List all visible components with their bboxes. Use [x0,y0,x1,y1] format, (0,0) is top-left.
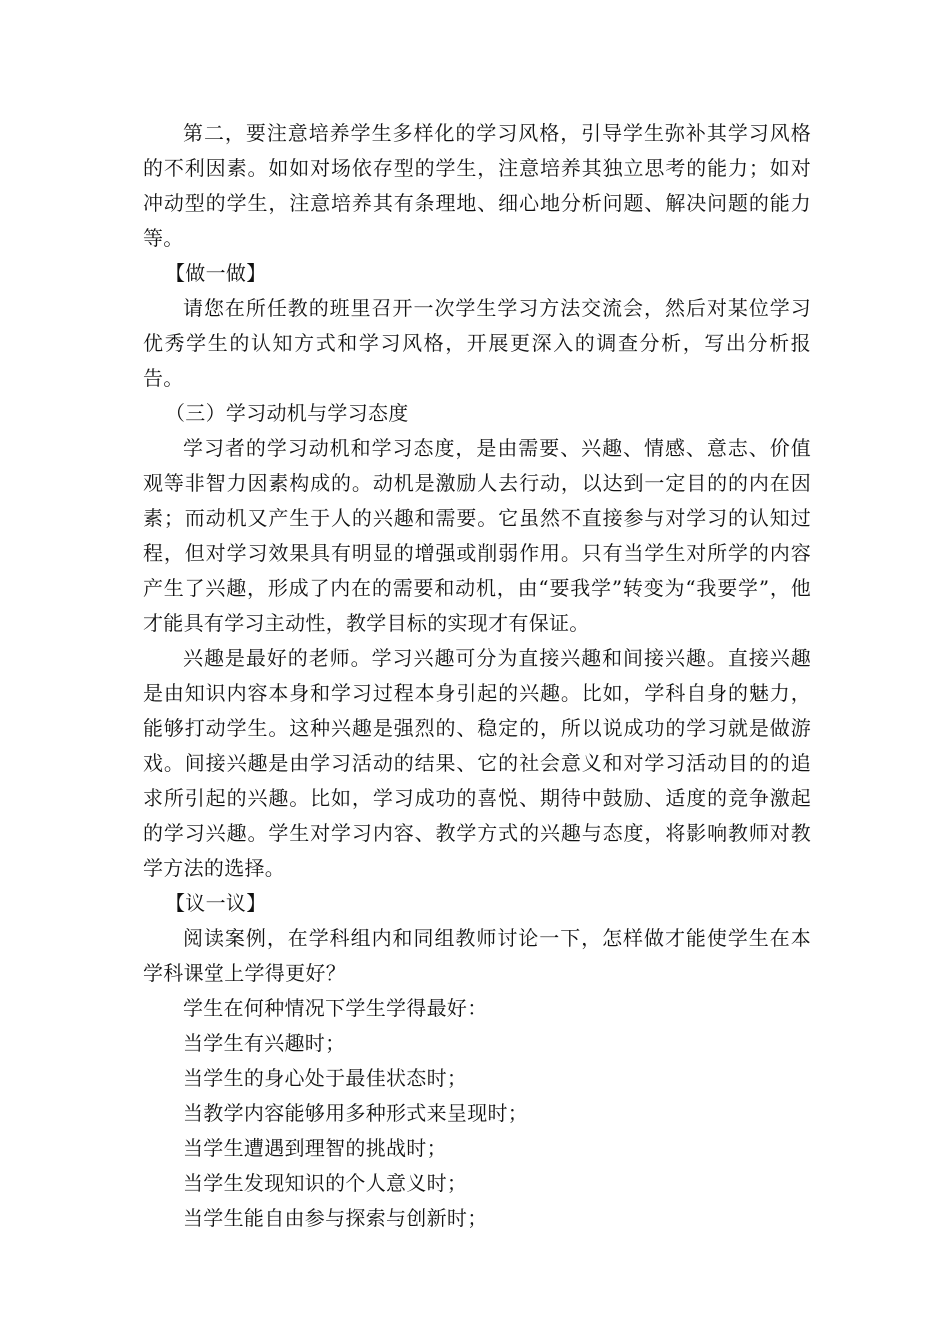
heading-do-it: 【做一做】 [165,261,267,285]
paragraph-task: 请您在所任教的班里召开一次学生学习方法交流会，然后对某位学习优秀学生的认知方式和学习风格，开展更深入的调查分析，写出分析报告。 [143,296,811,390]
paragraph-interest: 兴趣是最好的老师。学习兴趣可分为直接兴趣和间接兴趣。直接兴趣是由知识内容本身和学习过程本身引起的兴趣。比如，学科自身的魅力，能够打动学生。这种兴趣是强烈的、稳定的，所以说成功的学习就是做游戏。间接兴趣是由学习活动的结果、它的社会意义和对学习活动目的的追求所引起的兴趣。比如，学习成功的喜悦、期待中鼓励、适度的竞争激起的学习兴趣。学生对学习内容、教学方式的兴趣与态度，将影响教师对教学方法的选择。 [143,646,811,880]
paragraph-case-reading: 阅读案例，在学科组内和同组教师讨论一下，怎样做才能使学生在本学科课堂上学得更好？ [143,926,811,985]
paragraph-best-learning-intro: 学生在何种情况下学生学得最好： [183,996,488,1020]
document-body [143,116,811,1236]
list-item: 当学生发现知识的个人意义时； [183,1171,468,1195]
list-item: 当学生能自由参与探索与创新时； [183,1206,488,1230]
list-item: 当学生有兴趣时； [183,1031,346,1055]
list-item: 当教学内容能够用多种形式来呈现时； [183,1101,529,1125]
heading-discuss: 【议一议】 [165,891,267,915]
list-item: 当学生遭遇到理智的挑战时； [183,1136,447,1160]
paragraph-motivation: 学习者的学习动机和学习态度，是由需要、兴趣、情感、意志、价值观等非智力因素构成的。动机是激励人去行动，以达到一定目的的内在因素；而动机又产生于人的兴趣和需要。它虽然不直接参与对学习的认知过程，但对学习效果具有明显的增强或削弱作用。只有当学生对所学的内容产生了兴趣，形成了内在的需要和动机，由“要我学”转变为“我要学”，他才能具有学习主动性，教学目标的实现才有保证。 [143,436,811,635]
paragraph-learning-style: 第二，要注意培养学生多样化的学习风格，引导学生弥补其学习风格的不利因素。如如对场依存型的学生，注意培养其独立思考的能力；如对冲动型的学生，注意培养其有条理地、细心地分析问题、解决问题的能力等。 [143,121,811,250]
section-heading-motivation: （三）学习动机与学习态度 [165,401,409,425]
list-item: 当学生的身心处于最佳状态时； [183,1066,468,1090]
